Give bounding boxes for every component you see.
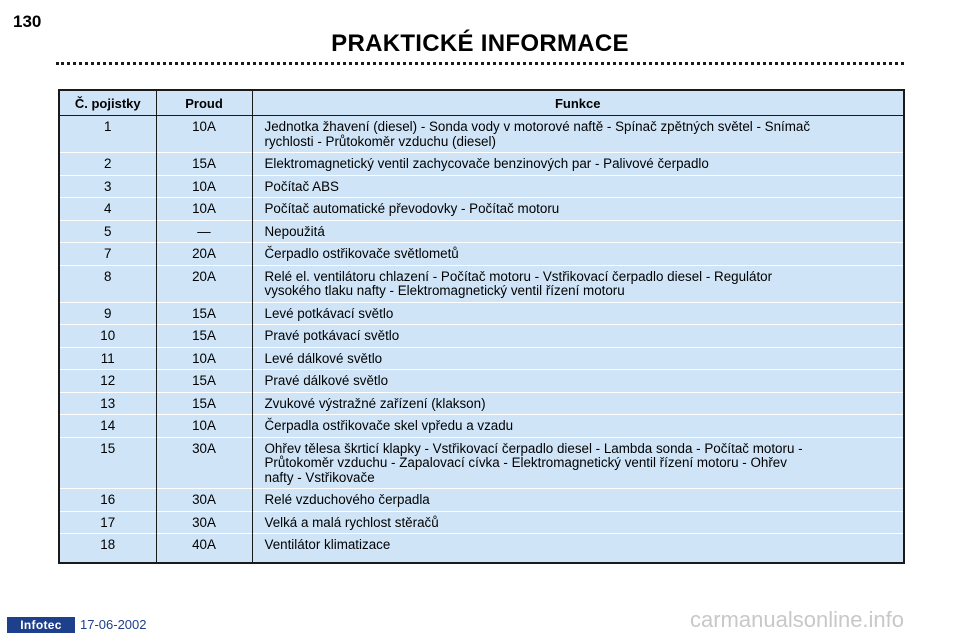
function-text-line: Elektromagnetický ventil zachycovače benzinových par - Palivové čerpadlo <box>264 156 709 171</box>
function-text-line: Počítač automatické převodovky - Počítač motoru <box>264 201 560 216</box>
footer-date: 17-06-2002 <box>80 617 147 632</box>
function-cell <box>252 489 904 512</box>
table-row <box>59 243 904 266</box>
function-text-line: rychlosti - Průtokoměr vzduchu (diesel) <box>264 133 496 149</box>
fuse-number-cell: 7 <box>59 243 156 266</box>
function-cell <box>252 302 904 325</box>
fuse-number-cell: 2 <box>59 153 156 176</box>
function-text-line: Zvukové výstražné zařízení (klakson) <box>264 395 486 411</box>
dotted-divider <box>56 62 904 65</box>
function-cell <box>252 243 904 266</box>
function-text-line: Čerpadlo ostřikovače světlometů <box>264 246 459 261</box>
header-fuse-number: Č. pojistky <box>59 90 156 116</box>
function-text-line: Levé dálkové světlo <box>264 350 383 366</box>
fuse-table-body <box>59 116 904 563</box>
function-cell <box>252 153 904 176</box>
current-cell: 15A <box>156 302 252 325</box>
function-text-line: Relé el. ventilátoru chlazení - Počítač motoru - Vstřikovací čerpadlo diesel - Regulátor <box>264 268 773 284</box>
current-cell: — <box>156 220 252 243</box>
function-cell <box>252 175 904 198</box>
function-text-line: Ohřev tělesa škrticí klapky - Vstřikovací čerpadlo diesel - Lambda sonda - Počítač motoru - <box>264 440 803 456</box>
table-row <box>59 370 904 393</box>
table-row <box>59 175 904 198</box>
function-text-line: Jednotka žhavení (diesel) - Sonda vody v motorové naftě - Spínač zpětných světel - Snímač <box>264 119 811 134</box>
function-cell <box>252 437 904 489</box>
table-row <box>59 415 904 438</box>
function-text-line: Ventilátor klimatizace <box>264 537 391 552</box>
table-row <box>59 347 904 370</box>
function-cell <box>252 116 904 153</box>
current-cell: 15A <box>156 325 252 348</box>
current-cell: 30A <box>156 489 252 512</box>
function-cell <box>252 220 904 243</box>
current-cell: 10A <box>156 347 252 370</box>
function-cell <box>252 392 904 415</box>
function-cell <box>252 511 904 534</box>
current-cell: 15A <box>156 370 252 393</box>
fuse-number-cell: 9 <box>59 302 156 325</box>
function-text-line: nafty - Vstřikovače <box>264 469 375 485</box>
fuse-table <box>58 89 905 564</box>
function-text-line: Relé vzduchového čerpadla <box>264 492 430 507</box>
fuse-number-cell: 1 <box>59 116 156 153</box>
fuse-number-cell: 12 <box>59 370 156 393</box>
current-cell: 20A <box>156 243 252 266</box>
function-text-line: Pravé potkávací světlo <box>264 328 400 343</box>
fuse-number-cell: 18 <box>59 534 156 563</box>
current-cell: 10A <box>156 198 252 221</box>
table-row <box>59 116 904 153</box>
function-text-line: Nepoužitá <box>264 223 325 239</box>
fuse-number-cell: 10 <box>59 325 156 348</box>
page-number: 130 <box>13 12 42 31</box>
function-text-line: Levé potkávací světlo <box>264 305 394 321</box>
current-cell: 15A <box>156 153 252 176</box>
current-cell: 30A <box>156 511 252 534</box>
table-row <box>59 489 904 512</box>
function-cell <box>252 265 904 302</box>
current-cell: 10A <box>156 175 252 198</box>
table-row <box>59 534 904 563</box>
table-row <box>59 511 904 534</box>
fuse-number-cell: 16 <box>59 489 156 512</box>
current-cell: 10A <box>156 116 252 153</box>
function-cell <box>252 325 904 348</box>
fuse-number-cell: 15 <box>59 437 156 489</box>
table-row <box>59 325 904 348</box>
infotec-logo: Infotec <box>7 617 75 633</box>
function-text-line: Pravé dálkové světlo <box>264 373 389 388</box>
table-row <box>59 392 904 415</box>
fuse-number-cell: 11 <box>59 347 156 370</box>
current-cell: 30A <box>156 437 252 489</box>
function-text-line: Čerpadla ostřikovače skel vpředu a vzadu <box>264 418 514 433</box>
current-cell: 40A <box>156 534 252 563</box>
fuse-number-cell: 13 <box>59 392 156 415</box>
page-title: PRAKTICKÉ INFORMACE <box>331 30 629 57</box>
fuse-number-cell: 14 <box>59 415 156 438</box>
table-row <box>59 153 904 176</box>
fuse-number-cell: 17 <box>59 511 156 534</box>
table-row <box>59 220 904 243</box>
function-text-line: vysokého tlaku nafty - Elektromagnetický ventil řízení motoru <box>264 283 625 298</box>
function-cell <box>252 198 904 221</box>
table-row <box>59 302 904 325</box>
fuse-number-cell: 8 <box>59 265 156 302</box>
table-row <box>59 265 904 302</box>
table-header-row <box>59 90 904 116</box>
function-cell <box>252 415 904 438</box>
function-text-line: Počítač ABS <box>264 178 339 194</box>
header-function: Funkce <box>252 90 904 116</box>
table-row <box>59 198 904 221</box>
fuse-number-cell: 5 <box>59 220 156 243</box>
current-cell: 10A <box>156 415 252 438</box>
current-cell: 20A <box>156 265 252 302</box>
function-text-line: Velká a malá rychlost stěračů <box>264 514 439 530</box>
current-cell: 15A <box>156 392 252 415</box>
fuse-number-cell: 3 <box>59 175 156 198</box>
function-text-line: Průtokoměr vzduchu - Zapalovací cívka - Elektromagnetický ventil řízení motoru - Ohřev <box>264 455 787 470</box>
function-cell <box>252 347 904 370</box>
header-current: Proud <box>156 90 252 116</box>
fuse-number-cell: 4 <box>59 198 156 221</box>
function-cell <box>252 534 904 563</box>
function-cell <box>252 370 904 393</box>
table-row <box>59 437 904 489</box>
watermark: carmanualsonline.info <box>690 607 905 632</box>
